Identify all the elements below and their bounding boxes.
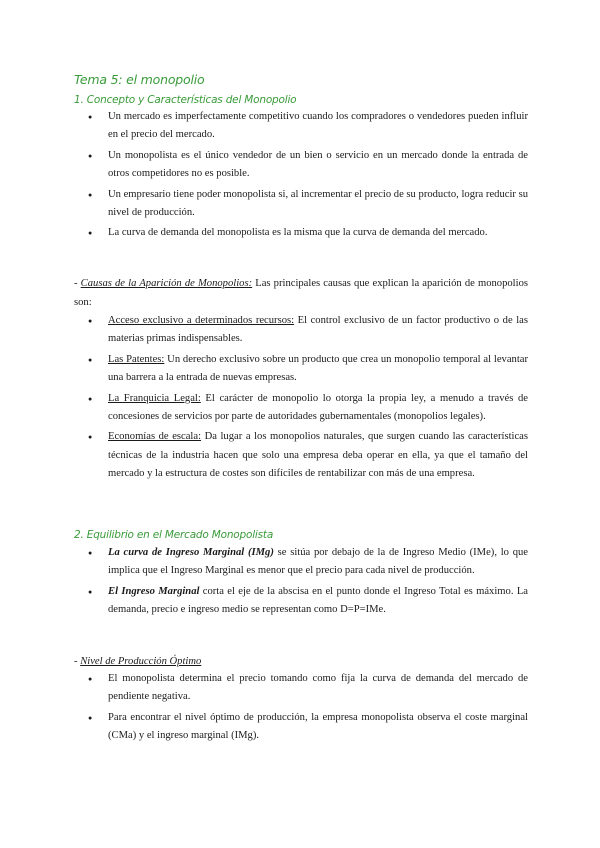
- causes-intro: Las principales causas que explican la aparición de monopolios son:: [74, 278, 528, 308]
- list-item: ● Un monopolista es el único vendedor de un bien o servicio en un mercado donde la entrada de otros competidores no es posible.: [108, 147, 528, 184]
- section2-heading: 2. Equilibrio en el Mercado Monopolista: [74, 529, 274, 541]
- document-title: Tema 5: el monopolio: [74, 72, 205, 87]
- list-item: ● Para encontrar el nivel óptimo de producción, la empresa monopolista observa el coste marginal (CMa) y el ingreso marginal (IMg).: [108, 709, 528, 746]
- section1-heading: 1. Concepto y Características del Monopolio: [74, 94, 297, 106]
- section2-term: El Ingreso Marginal: [108, 585, 200, 597]
- cause-text: El control exclusivo de un factor productivo o de las materias primas indispensables.: [108, 315, 528, 345]
- list-item: [108, 428, 528, 483]
- cause-text: Un derecho exclusivo sobre un producto que crea un monopolio temporal al levantar una barrera a la entrada de nuevas empresas.: [108, 353, 528, 384]
- list-item: [108, 544, 528, 581]
- list-item: ● La curva de demanda del monopolista es la misma que la curva de demanda del mercado.: [108, 224, 528, 242]
- list-item: [108, 583, 528, 620]
- section2-list: [108, 544, 528, 622]
- list-item: [108, 390, 528, 427]
- list-item: ● Un mercado es imperfectamente competitivo cuando los compradores o vendedores pueden influir en el precio del mercado.: [108, 108, 528, 145]
- section2-text: corta el eje de la abscisa en el punto donde el Ingreso Total es máximo. La demanda, precio e ingreso medio se representan como D=P=IMe.: [108, 585, 528, 616]
- list-item: [108, 312, 528, 349]
- causes-paragraph: [74, 274, 528, 312]
- optimal-heading: Nivel de Producción Óptimo: [80, 656, 202, 667]
- cause-text: El carácter de monopolio lo otorga la propia ley, a menudo a través de concesiones de servicios por parte de autoridades gubernamentales (monopolios legales).: [108, 392, 528, 423]
- cause-text: Da lugar a los monopolios naturales, que surgen cuando las características técnicas de la industria hacen que solo una empresa deba operar en ella, ya que el tamaño del mercado y la estructura de costes son difíciles de rentabilizar con más de una empresa.: [108, 431, 528, 480]
- optimal-paragraph: [74, 652, 528, 671]
- section1-list: [108, 108, 528, 245]
- cause-term: Economías de escala:: [108, 431, 202, 443]
- optimal-list: [108, 670, 528, 748]
- cause-term: La Franquicia Legal:: [108, 392, 201, 404]
- cause-term: Las Patentes:: [108, 353, 165, 365]
- list-item: ● El monopolista determina el precio tomando como fija la curva de demanda del mercado de pendiente negativa.: [108, 670, 528, 707]
- section2-text: se sitúa por debajo de la de Ingreso Medio (IMe), lo que implica que el Ingreso Marginal es menor que el precio para cada nivel de producción.: [108, 547, 529, 577]
- list-item: [108, 351, 528, 388]
- list-item: ● Un empresario tiene poder monopolista si, al incrementar el precio de su producto, logra reducir su nivel de producción.: [108, 186, 528, 223]
- causes-list: [108, 312, 528, 486]
- section2-term: La curva de Ingreso Marginal (IMg): [108, 547, 274, 558]
- cause-term: Acceso exclusivo a determinados recursos:: [108, 315, 295, 326]
- causes-heading: Causas de la Aparición de Monopolios:: [80, 278, 253, 289]
- optimal-dash: -: [74, 656, 81, 667]
- causes-dash: -: [74, 278, 81, 289]
